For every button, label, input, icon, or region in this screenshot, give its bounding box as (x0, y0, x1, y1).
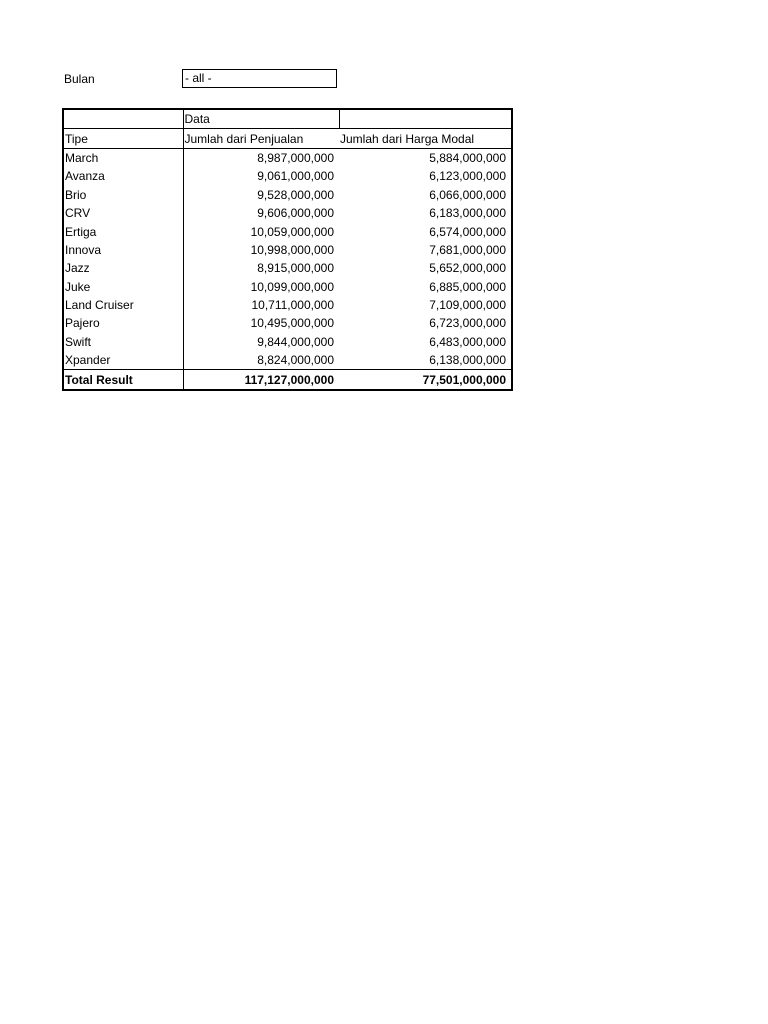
cell-harga-modal: 5,652,000,000 (339, 259, 512, 277)
pivot-data-header[interactable]: Data (183, 109, 339, 129)
pivot-data-header-row (63, 109, 512, 129)
total-harga-modal: 77,501,000,000 (339, 370, 512, 390)
cell-harga-modal: 6,483,000,000 (339, 333, 512, 351)
table-row (63, 259, 512, 277)
row-label-tipe: March (63, 148, 183, 167)
pivot-table (62, 108, 513, 391)
row-label-tipe: Ertiga (63, 222, 183, 240)
total-row (63, 370, 512, 390)
cell-penjualan: 8,824,000,000 (183, 351, 339, 370)
cell-penjualan: 10,099,000,000 (183, 278, 339, 296)
row-label-tipe: Pajero (63, 314, 183, 332)
table-row (63, 278, 512, 296)
row-label-tipe: Avanza (63, 167, 183, 185)
table-row (63, 222, 512, 240)
cell-penjualan: 8,915,000,000 (183, 259, 339, 277)
table-row (63, 148, 512, 167)
cell-penjualan: 10,059,000,000 (183, 222, 339, 240)
total-penjualan: 117,127,000,000 (183, 370, 339, 390)
row-label-tipe: Juke (63, 278, 183, 296)
cell-penjualan: 9,061,000,000 (183, 167, 339, 185)
cell-penjualan: 10,711,000,000 (183, 296, 339, 314)
cell-harga-modal: 5,884,000,000 (339, 148, 512, 167)
table-row (63, 296, 512, 314)
cell-harga-modal: 6,723,000,000 (339, 314, 512, 332)
filter-dropdown-bulan[interactable]: - all - (182, 69, 337, 88)
cell-harga-modal: 6,183,000,000 (339, 204, 512, 222)
cell-harga-modal: 6,885,000,000 (339, 278, 512, 296)
cell-harga-modal: 6,123,000,000 (339, 167, 512, 185)
cell-harga-modal: 7,681,000,000 (339, 241, 512, 259)
row-label-tipe: Land Cruiser (63, 296, 183, 314)
row-label-tipe: Brio (63, 186, 183, 204)
cell-penjualan: 10,998,000,000 (183, 241, 339, 259)
pivot-row-header-tipe[interactable]: Tipe (63, 129, 183, 148)
row-label-tipe: Swift (63, 333, 183, 351)
cell-penjualan: 9,528,000,000 (183, 186, 339, 204)
row-label-tipe: Jazz (63, 259, 183, 277)
pivot-data-header-empty (339, 109, 512, 129)
cell-penjualan: 8,987,000,000 (183, 148, 339, 167)
cell-penjualan: 9,844,000,000 (183, 333, 339, 351)
table-row (63, 351, 512, 370)
table-row (63, 167, 512, 185)
pivot-corner-cell (63, 109, 183, 129)
cell-harga-modal: 7,109,000,000 (339, 296, 512, 314)
filter-label-bulan: Bulan (64, 72, 95, 86)
pivot-column-header-row (63, 129, 512, 148)
row-label-tipe: Innova (63, 241, 183, 259)
cell-harga-modal: 6,066,000,000 (339, 186, 512, 204)
cell-penjualan: 9,606,000,000 (183, 204, 339, 222)
table-row (63, 314, 512, 332)
row-label-tipe: CRV (63, 204, 183, 222)
total-label: Total Result (63, 370, 183, 390)
table-row (63, 333, 512, 351)
cell-harga-modal: 6,574,000,000 (339, 222, 512, 240)
row-label-tipe: Xpander (63, 351, 183, 370)
table-row (63, 241, 512, 259)
pivot-col-header-harga-modal: Jumlah dari Harga Modal (339, 129, 512, 148)
cell-penjualan: 10,495,000,000 (183, 314, 339, 332)
cell-harga-modal: 6,138,000,000 (339, 351, 512, 370)
table-row (63, 186, 512, 204)
pivot-col-header-penjualan: Jumlah dari Penjualan (183, 129, 339, 148)
table-row (63, 204, 512, 222)
